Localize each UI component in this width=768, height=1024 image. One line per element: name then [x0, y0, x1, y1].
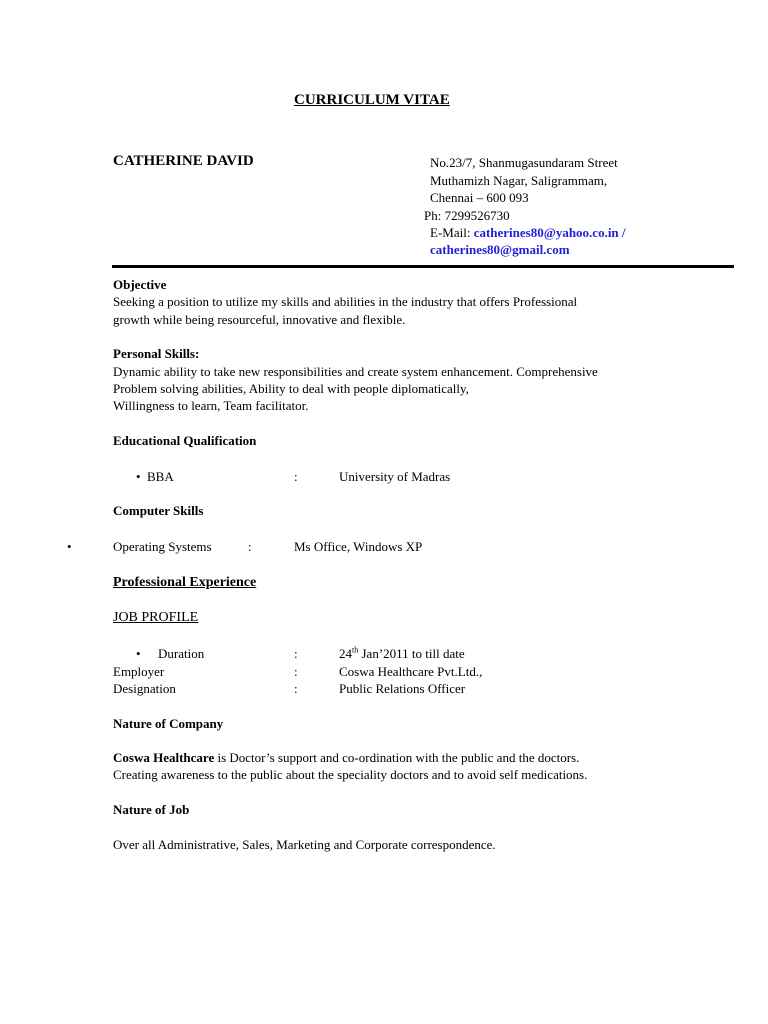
company-name: Coswa Healthcare: [113, 750, 215, 765]
job-profile-heading: JOB PROFILE: [113, 610, 199, 625]
objective-text-line-2: growth while being resourceful, innovative and flexible.: [113, 312, 406, 327]
company-text-line-1: [113, 749, 579, 766]
duration-bullet: •: [136, 646, 141, 661]
designation-value: Public Relations Officer: [339, 681, 466, 696]
duration-separator: :: [294, 646, 298, 661]
computer-skills-value: Ms Office, Windows XP: [294, 539, 423, 554]
objective-text-line-1: Seeking a position to utilize my skills and abilities in the industry that offers Professional: [113, 294, 578, 309]
job-heading: Nature of Job: [113, 802, 190, 817]
designation-separator: :: [294, 681, 298, 696]
computer-skills-bullet: •: [67, 539, 72, 554]
personal-skills-line-2: Problem solving abilities, Ability to deal with people diplomatically,: [113, 381, 469, 396]
email-label: E-Mail:: [430, 225, 471, 240]
employer-separator: :: [294, 664, 298, 679]
company-text-line-2: Creating awareness to the public about the speciality doctors and to avoid self medications.: [113, 767, 588, 782]
experience-heading: Professional Experience: [113, 575, 257, 590]
employer-value: Coswa Healthcare Pvt.Ltd.,: [339, 664, 483, 679]
personal-skills-line-3: Willingness to learn, Team facilitator.: [113, 398, 309, 413]
education-bullet: •: [136, 469, 141, 484]
email-link-yahoo[interactable]: catherines80@yahoo.co.in /: [473, 225, 626, 240]
education-degree: BBA: [147, 469, 174, 484]
duration-rest: Jan’2011 to till date: [358, 646, 465, 661]
personal-skills-line-1: Dynamic ability to take new responsibilities and create system enhancement. Comprehensive: [113, 364, 598, 379]
job-description: Over all Administrative, Sales, Marketing and Corporate correspondence.: [113, 837, 496, 852]
computer-skills-separator: :: [248, 539, 252, 554]
email-link-gmail[interactable]: catherines80@gmail.com: [430, 242, 570, 257]
company-description: is Doctor’s support and co-ordination with the public and the doctors.: [214, 750, 580, 765]
address-line-2: Muthamizh Nagar, Saligrammam,: [430, 173, 608, 188]
document-title: CURRICULUM VITAE: [294, 92, 450, 108]
education-heading: Educational Qualification: [113, 433, 257, 448]
address-line-1: No.23/7, Shanmugasundaram Street: [430, 155, 618, 170]
duration-value: [339, 645, 465, 662]
employer-label: Employer: [113, 664, 165, 679]
computer-skills-heading: Computer Skills: [113, 503, 204, 518]
candidate-name: CATHERINE DAVID: [113, 153, 254, 169]
computer-skills-label: Operating Systems: [113, 539, 212, 554]
duration-label: Duration: [158, 646, 205, 661]
duration-day-suffix: th: [352, 645, 359, 655]
address-line-3: Chennai – 600 093: [430, 190, 529, 205]
phone-number: Ph: 7299526730: [424, 208, 510, 223]
education-separator: :: [294, 469, 298, 484]
education-institution: University of Madras: [339, 469, 451, 484]
personal-skills-heading: Personal Skills:: [113, 346, 200, 361]
duration-day: 24: [339, 646, 352, 661]
email-line-1: [430, 224, 626, 241]
designation-label: Designation: [113, 681, 176, 696]
company-heading: Nature of Company: [113, 716, 224, 731]
objective-heading: Objective: [113, 277, 167, 292]
header-divider: [112, 265, 734, 268]
